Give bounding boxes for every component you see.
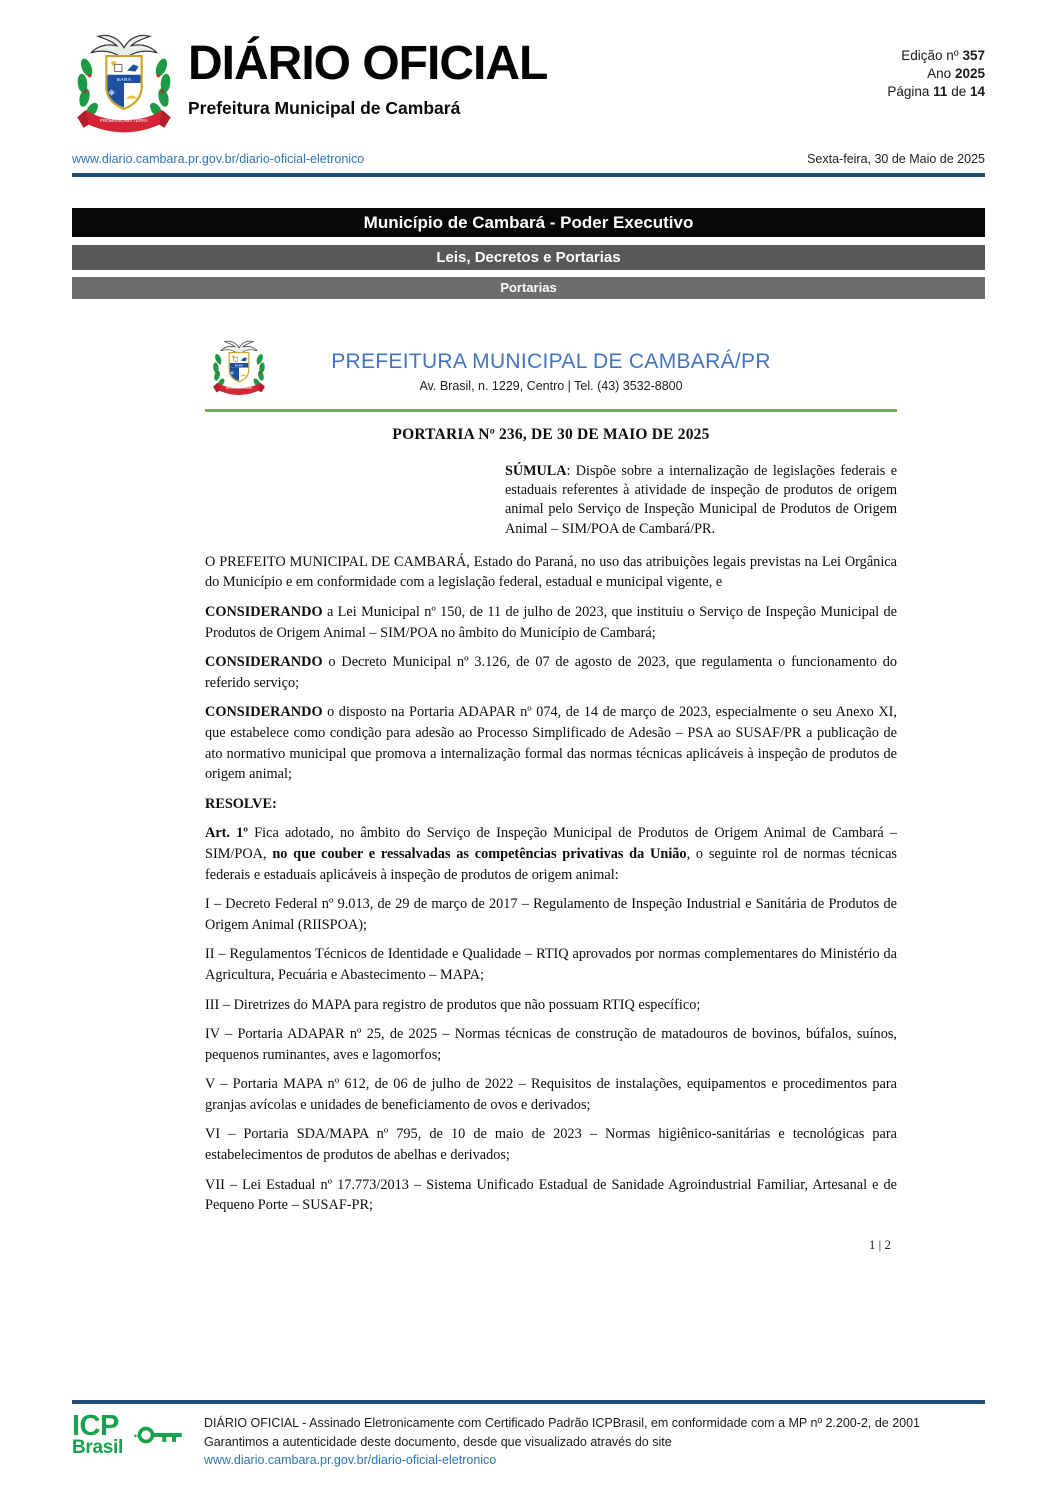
considerando-paragraph: CONSIDERANDO o disposto na Portaria ADAPAR nº 074, de 14 de março de 2023, especialmente o seu Anexo XI, que estabelece como condição para adesão ao Processo Simplificado de Adesão – PSA ao SUSAF/PR a publicação de ato normativo municipal que promova a internalização formal das normas técnicas aplicáveis à inspeção de produtos de origem animal;	[205, 704, 897, 783]
footer-line-1: DIÁRIO OFICIAL - Assinado Eletronicamente com Certificado Padrão ICPBrasil, em conformidade com a MP nº 2.200-2, de 2001	[204, 1416, 921, 1430]
norm-item: IV – Portaria ADAPAR nº 25, de 2025 – Normas técnicas de construção de matadouros de bovinos, búfalos, suínos, pequenos ruminantes, aves e lagomorfos;	[205, 1026, 897, 1063]
document-header	[205, 337, 897, 399]
preamble-paragraph: O PREFEITO MUNICIPAL DE CAMBARÁ, Estado do Paraná, no uso das atribuições legais previstas na Lei Orgânica do Município e em conformidade com a legislação federal, estadual e municipal vigente, e	[205, 553, 897, 591]
gazette-subtitle: Prefeitura Municipal de Cambará	[188, 97, 461, 118]
footer-site-link[interactable]: www.diario.cambara.pr.gov.br/diario-oficial-eletronico	[204, 1453, 497, 1467]
edition-number: Edição nº 357	[901, 48, 985, 63]
site-link[interactable]: www.diario.cambara.pr.gov.br/diario-oficial-eletronico	[72, 152, 365, 166]
section-bar-executive: Município de Cambará - Poder Executivo	[72, 208, 985, 237]
coat-of-arms-icon	[72, 28, 176, 136]
footer-text	[204, 1414, 920, 1470]
coat-of-arms-icon	[207, 337, 271, 397]
norm-item: VI – Portaria SDA/MAPA nº 795, de 10 de maio de 2023 – Normas higiênico-sanitárias e tecnológicas para estabelecimentos de produtos de abelhas e derivados;	[205, 1126, 897, 1164]
masthead-titles	[188, 28, 547, 119]
doc-header-divider	[205, 409, 897, 412]
header-divider	[72, 173, 985, 177]
url-row	[72, 152, 985, 166]
edition-info	[887, 28, 985, 101]
svg-text:PROMISSIONIS TERRA: PROMISSIONIS TERRA	[225, 387, 253, 391]
norm-item: VII – Lei Estadual nº 17.773/2013 – Sistema Unificado Estadual de Sanidade Agroindustrial Familiar, Artesanal e de Pequeno Porte – SUSAF-PR;	[205, 1176, 897, 1214]
norm-item: I – Decreto Federal nº 9.013, de 29 de março de 2017 – Regulamento de Inspeção Industrial e Sanitária de Produtos de Origem Animal (RIISPOA);	[205, 896, 897, 933]
section-bar-category: Leis, Decretos e Portarias	[72, 245, 985, 270]
article-1-paragraph: Art. 1º Fica adotado, no âmbito do Serviço de Inspeção Municipal de Produtos de Origem Animal de Cambará – SIM/POA, no que couber e ressalvadas as competências privativas da União, o seguinte rol de normas técnicas federais e estaduais aplicáveis à inspeção de produtos de origem animal:	[205, 825, 897, 883]
icp-logo-text: Brasil	[72, 1436, 124, 1458]
page-indicator: 1 | 2	[868, 1236, 891, 1252]
norm-item: V – Portaria MAPA nº 612, de 06 de julho de 2022 – Requisitos de instalações, equipamentos e procedimentos para granjas avícolas e unidades de beneficiamento de ovos e derivados;	[205, 1076, 897, 1113]
footer	[72, 1400, 985, 1470]
svg-text:PROMISSIONIS TERRA: PROMISSIONIS TERRA	[100, 117, 148, 123]
icp-logo-text: ICP	[72, 1410, 119, 1442]
issue-date: Sexta-feira, 30 de Maio de 2025	[807, 152, 985, 166]
svg-text:BARÁ: BARÁ	[116, 77, 132, 84]
footer-line-2: Garantimos a autenticidade deste documento, desde que visualizado através do site	[204, 1434, 672, 1449]
svg-text:BARÁ: BARÁ	[234, 364, 244, 368]
considerando-paragraph: CONSIDERANDO a Lei Municipal nº 150, de 11 de julho de 2023, que instituiu o Serviço de Inspeção Municipal de Produtos de Origem Animal – SIM/POA no âmbito do Município de Cambará;	[205, 604, 897, 641]
icp-brasil-logo	[72, 1410, 190, 1458]
norm-item: II – Regulamentos Técnicos de Identidade e Qualidade – RTIQ aprovados por normas complementares do Ministério da Agricultura, Pecuária e Abastecimento – MAPA;	[205, 946, 897, 983]
masthead	[72, 28, 985, 136]
gazette-title: DIÁRIO OFICIAL	[188, 37, 548, 90]
resolve-heading: RESOLVE:	[205, 795, 277, 812]
footer-divider	[72, 1400, 985, 1404]
section-bar-subcategory: Portarias	[72, 277, 985, 299]
edition-year: Ano 2025	[927, 66, 985, 81]
org-address: Av. Brasil, n. 1229, Centro | Tel. (43) 3532-8800	[419, 379, 683, 393]
org-name: PREFEITURA MUNICIPAL DE CAMBARÁ/PR	[331, 350, 771, 373]
portaria-title: PORTARIA Nº 236, DE 30 DE MAIO DE 2025	[392, 426, 710, 443]
icp-brasil-key-icon	[133, 1419, 185, 1451]
sumula-paragraph: SÚMULA: Dispõe sobre a internalização de legislações federais e estaduais referentes à atividade de inspeção de produtos de origem animal pelo Serviço de Inspeção Municipal de Produtos de Origem Animal – SIM/POA de Cambará/PR.	[505, 463, 897, 537]
norm-item: III – Diretrizes do MAPA para registro de produtos que não possuam RTIQ específico;	[205, 996, 701, 1013]
document-body	[205, 337, 897, 1253]
edition-page: Página 11 de 14	[887, 84, 985, 99]
considerando-paragraph: CONSIDERANDO o Decreto Municipal nº 3.126, de 07 de agosto de 2023, que regulamenta o funcionamento do referido serviço;	[205, 654, 897, 691]
